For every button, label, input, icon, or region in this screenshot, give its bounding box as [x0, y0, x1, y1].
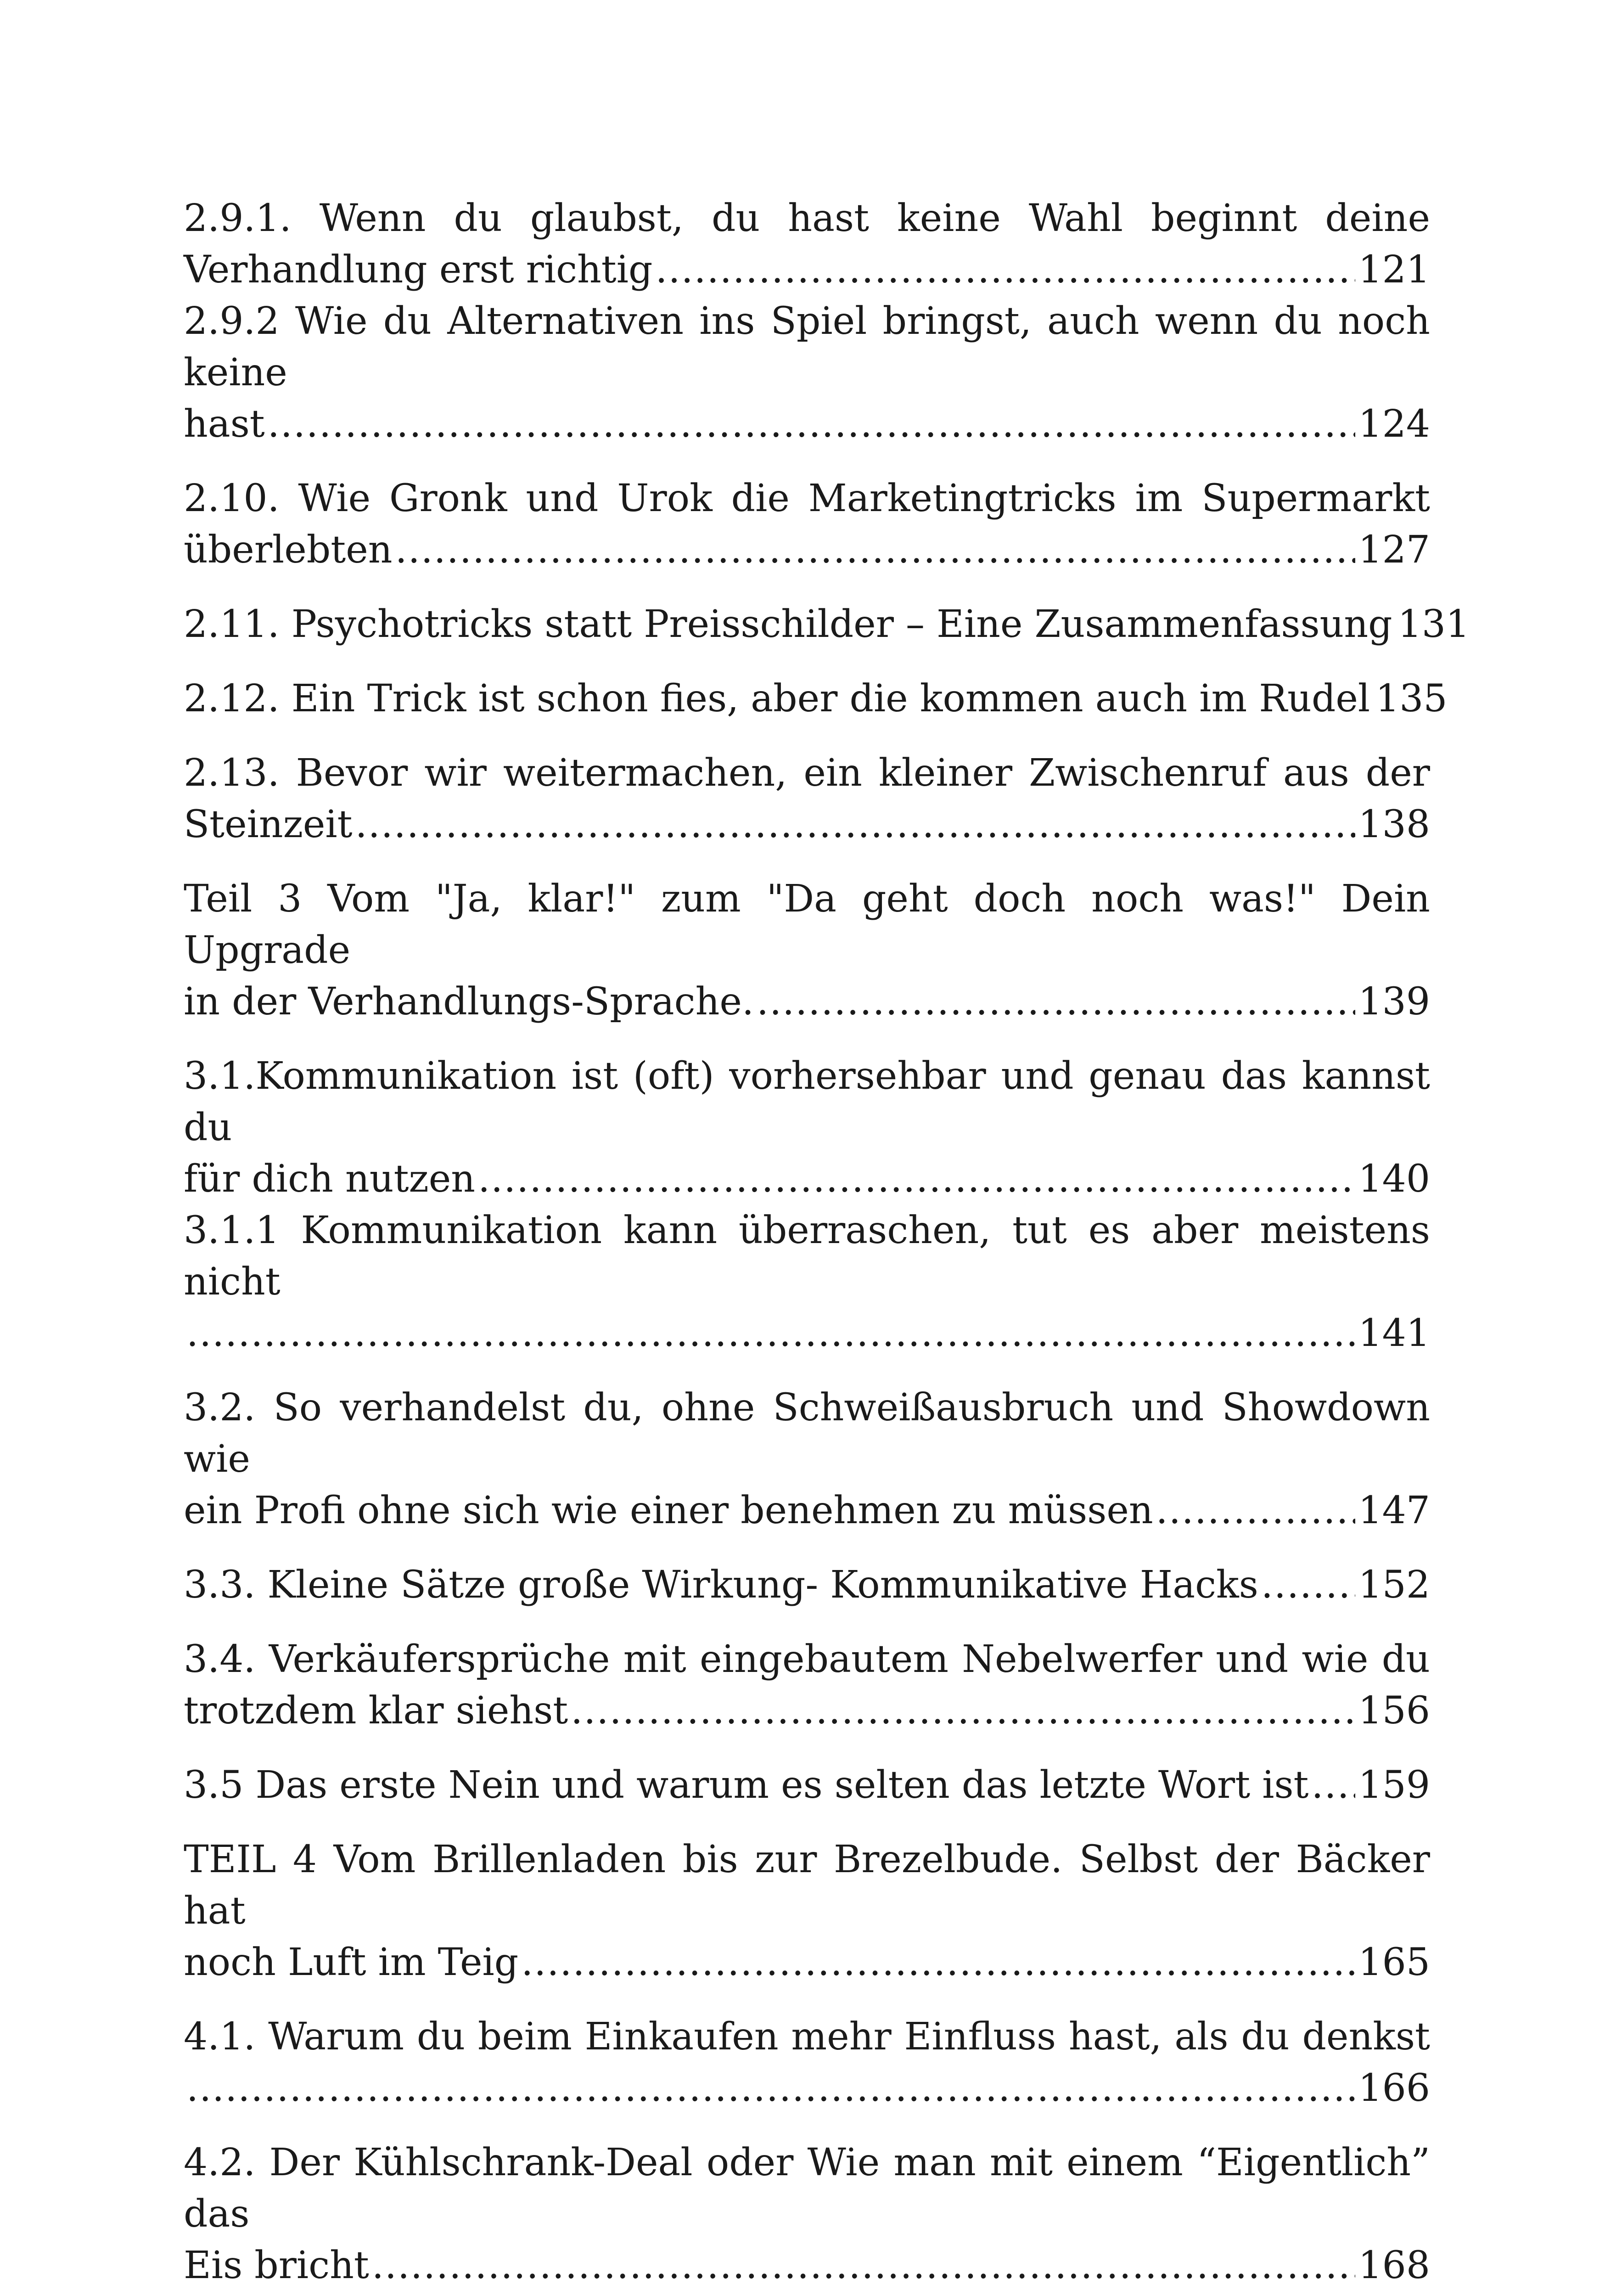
toc-entry-title: 2.11. Psychotricks statt Preisschilder – Eine Zusammenfassung [184, 602, 1392, 646]
toc-entry[interactable] [184, 873, 1430, 1028]
toc-entry-title-line: 4.2. Der Kühlschrank-Deal oder Wie man mit einem “Eigentlich” das [184, 2141, 1430, 2236]
page-number: 138 [1358, 803, 1430, 846]
dot-leader [478, 1154, 1355, 1205]
toc-entry[interactable] [184, 599, 1470, 650]
toc-entry-title-line: 2.9.2 Wie du Alternativen ins Spiel bringst, auch wenn du noch keine [184, 299, 1430, 394]
toc-entry-title: in der Verhandlungs-Sprache. [184, 980, 754, 1024]
toc-entry-leader-line [184, 1485, 1430, 1536]
toc-entry-leader-line [184, 599, 1470, 650]
dot-leader [757, 976, 1355, 1028]
toc-entry-title-line: Teil 3 Vom "Ja, klar!" zum "Da geht doch noch was!" Dein Upgrade [184, 877, 1430, 972]
toc-entry[interactable] [184, 1382, 1430, 1536]
toc-entry[interactable] [184, 473, 1430, 576]
page-number: 168 [1358, 2244, 1430, 2287]
toc-entry-title: überlebten [184, 528, 393, 572]
toc-entry[interactable] [184, 1760, 1430, 1811]
page-number: 166 [1358, 2066, 1430, 2110]
toc-entry[interactable] [184, 673, 1448, 725]
table-of-contents [184, 193, 1470, 2296]
toc-entry-leader-line [184, 2063, 1430, 2114]
dot-leader [395, 524, 1356, 576]
dot-leader [186, 1308, 1355, 1359]
page-number: 141 [1358, 1311, 1430, 1355]
toc-entry-title-line: 3.4. Verkäufersprüche mit eingebautem Nebelwerfer und wie du [184, 1638, 1430, 1681]
toc-entry[interactable] [184, 1205, 1430, 1359]
page-number: 139 [1358, 980, 1430, 1024]
dot-leader [372, 2240, 1356, 2291]
toc-entry[interactable] [184, 1559, 1430, 1611]
toc-entry[interactable] [184, 1634, 1430, 1737]
toc-entry[interactable] [184, 2011, 1430, 2114]
page-number: 121 [1358, 248, 1430, 292]
toc-entry-title-line: 2.9.1. Wenn du glaubst, du hast keine Wahl beginnt deine [184, 197, 1430, 240]
dot-leader [355, 799, 1356, 850]
page-number: 124 [1358, 402, 1430, 446]
toc-entry[interactable] [184, 1834, 1430, 1988]
toc-entry-title-line: 4.1. Warum du beim Einkaufen mehr Einfluss hast, als du denkst [184, 2015, 1430, 2059]
toc-entry-leader-line [184, 399, 1430, 450]
toc-entry[interactable] [184, 1051, 1430, 1205]
dot-leader [1156, 1485, 1356, 1536]
page-number: 135 [1375, 677, 1448, 720]
toc-entry[interactable] [184, 296, 1430, 450]
page-number: 140 [1358, 1157, 1430, 1201]
toc-entry-leader-line [184, 1308, 1430, 1359]
dot-leader [186, 2063, 1355, 2114]
toc-entry[interactable] [184, 748, 1430, 850]
toc-entry[interactable] [184, 193, 1430, 296]
toc-entry-title-line: 3.2. So verhandelst du, ohne Schweißausbruch und Showdown wie [184, 1386, 1430, 1481]
toc-entry-title: für dich nutzen [184, 1157, 476, 1201]
toc-entry-title-line: 3.1.1 Kommunikation kann überraschen, tut es aber meistens nicht [184, 1209, 1430, 1304]
page-number: 131 [1397, 602, 1470, 646]
page-number: 152 [1358, 1563, 1430, 1607]
toc-entry-title-line: TEIL 4 Vom Brillenladen bis zur Brezelbude. Selbst der Bäcker hat [184, 1838, 1430, 1933]
toc-entry-title: 3.5 Das erste Nein und warum es selten das letzte Wort ist [184, 1763, 1309, 1807]
toc-entry-title-line: 3.1.Kommunikation ist (oft) vorhersehbar und genau das kannst du [184, 1054, 1430, 1149]
dot-leader [655, 244, 1355, 296]
toc-entry-title-line: 2.10. Wie Gronk und Urok die Marketingtricks im Supermarkt [184, 477, 1430, 520]
toc-entry-title: 2.12. Ein Trick ist schon fies, aber die kommen auch im Rudel [184, 677, 1370, 720]
page-number: 156 [1358, 1689, 1430, 1733]
dot-leader [1261, 1559, 1356, 1611]
toc-entry-leader-line [184, 1760, 1430, 1811]
toc-entry[interactable] [184, 2137, 1430, 2291]
toc-entry-title: hast [184, 402, 265, 446]
toc-entry-title: 3.3. Kleine Sätze große Wirkung- Kommunikative Hacks [184, 1563, 1258, 1607]
toc-entry-title: ein Profi ohne sich wie einer benehmen zu müssen [184, 1489, 1153, 1532]
page-number: 127 [1358, 528, 1430, 572]
toc-entry-title: Verhandlung erst richtig [184, 248, 653, 292]
toc-entry-title-line: 2.13. Bevor wir weitermachen, ein kleiner Zwischenruf aus der [184, 751, 1430, 795]
toc-entry-leader-line [184, 1685, 1430, 1737]
toc-entry-title: Eis bricht [184, 2244, 369, 2287]
dot-leader [268, 399, 1356, 450]
page-number: 159 [1358, 1763, 1430, 1807]
dot-leader [1311, 1760, 1355, 1811]
toc-entry-title: noch Luft im Teig [184, 1941, 519, 1984]
toc-entry-leader-line [184, 2240, 1430, 2291]
page-number: 147 [1358, 1489, 1430, 1532]
toc-entry-title: trotzdem klar siehst [184, 1689, 568, 1733]
toc-entry-leader-line [184, 976, 1430, 1028]
page-number: 165 [1358, 1941, 1430, 1984]
toc-entry-title: Steinzeit [184, 803, 353, 846]
toc-entry-leader-line [184, 799, 1430, 850]
dot-leader [521, 1937, 1355, 1988]
toc-entry-leader-line [184, 244, 1430, 296]
toc-entry-leader-line [184, 1559, 1430, 1611]
toc-entry-leader-line [184, 1154, 1430, 1205]
toc-entry-leader-line [184, 524, 1430, 576]
toc-entry-leader-line [184, 1937, 1430, 1988]
toc-entry-leader-line [184, 673, 1448, 725]
dot-leader [571, 1685, 1355, 1737]
